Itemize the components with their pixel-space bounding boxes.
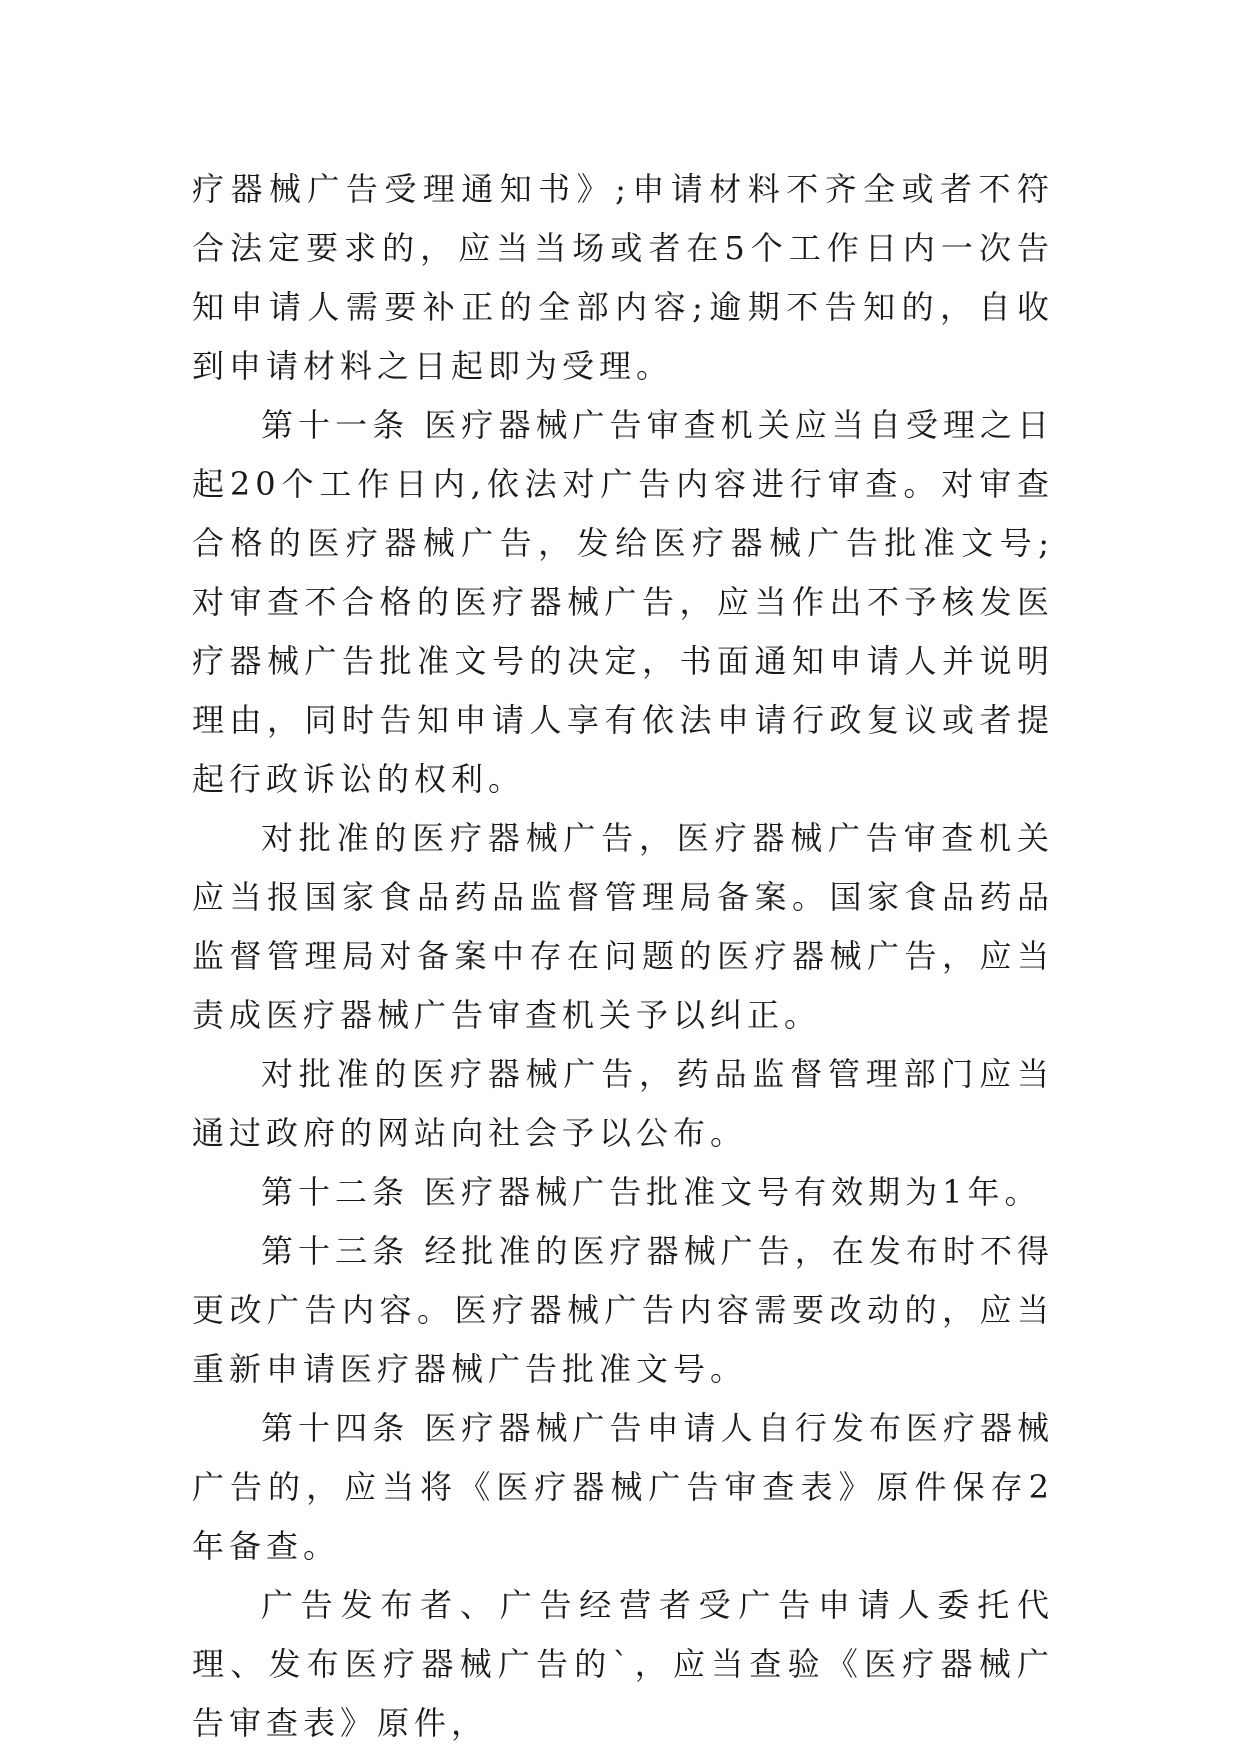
paragraph-article-12: 第十二条 医疗器械广告批准文号有效期为1年。	[261, 1173, 1042, 1211]
paragraph-1: 疗器械广告受理通知书》;申请材料不齐全或者不符合法定要求的，应当当场或者在5个工作日内一次告知申请人需要补正的全部内容;逾期不告知的，自收到申请材料之日起即为受理。	[192, 170, 1054, 385]
paragraph-article-11: 第十一条 医疗器械广告审查机关应当自受理之日起20个工作日内,依法对广告内容进行审查。对审查合格的医疗器械广告，发给医疗器械广告批准文号;对审查不合格的医疗器械广告，应当作出不予核发医疗器械广告批准文号的决定，书面通知申请人并说明理由，同时告知申请人享有依法申请行政复议或者提起行政诉讼的权利。	[192, 406, 1054, 798]
document-body	[192, 160, 1054, 1753]
paragraph-filing: 对批准的医疗器械广告，医疗器械广告审查机关应当报国家食品药品监督管理局备案。国家食品药品监督管理局对备案中存在问题的医疗器械广告，应当责成医疗器械广告审查机关予以纠正。	[192, 819, 1054, 1034]
paragraph-article-13: 第十三条 经批准的医疗器械广告，在发布时不得更改广告内容。医疗器械广告内容需要改动的，应当重新申请医疗器械广告批准文号。	[192, 1232, 1054, 1388]
paragraph-article-14: 第十四条 医疗器械广告申请人自行发布医疗器械广告的，应当将《医疗器械广告审查表》原件保存2年备查。	[192, 1409, 1054, 1565]
paragraph-publisher: 广告发布者、广告经营者受广告申请人委托代理、发布医疗器械广告的`，应当查验《医疗器械广告审查表》原件，	[192, 1586, 1054, 1742]
paragraph-publication: 对批准的医疗器械广告，药品监督管理部门应当通过政府的网站向社会予以公布。	[192, 1055, 1054, 1152]
